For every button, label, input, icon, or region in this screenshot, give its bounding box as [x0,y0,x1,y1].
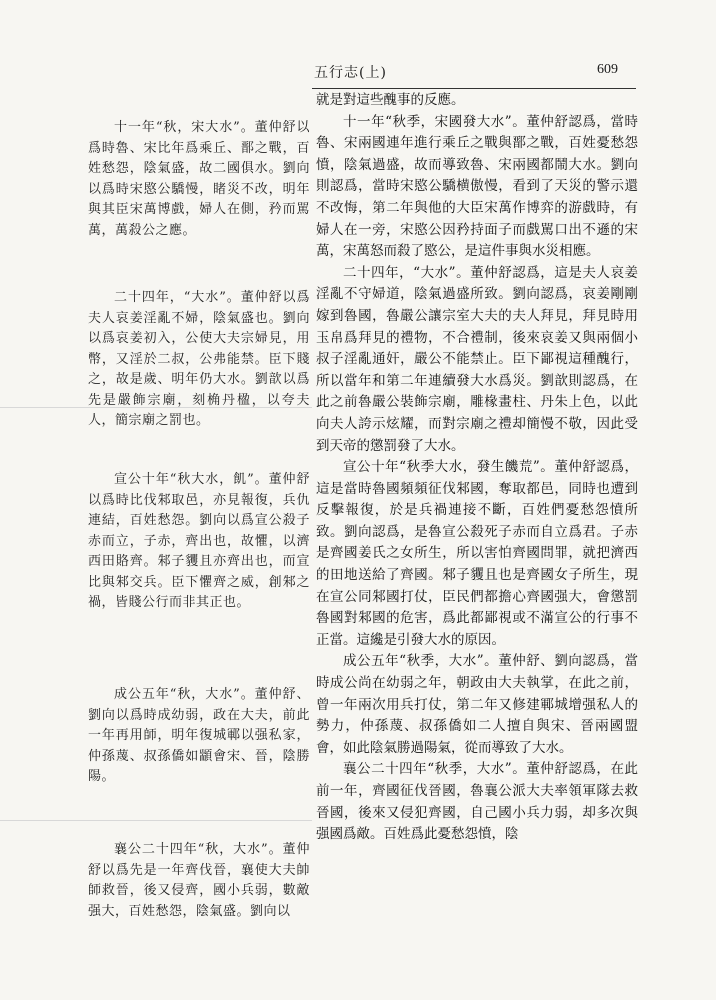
original-passage: 成公五年“秋，大水”。董仲舒、劉向以爲時成幼弱，政在大夫，前此一年再用師，明年復城鄆以强私家，仲孫蔑、叔孫僑如顓會宋、晉，陰勝陽。 [88,687,310,784]
translation-paragraph: 襄公二十四年“秋季，大水”。董仲舒認爲，在此前一年，齊國征伐晉國，魯襄公派大夫率領軍隊去救晉國，後來又侵犯齊國，自己國小兵力弱，却多次與强國爲敵。百姓爲此憂愁怨憤，陰 [316,761,638,843]
translation-paragraph: 宣公十年“秋季大水，發生饑荒”。董仲舒認爲，這是當時魯國頻頻征伐邾國，奪取都邑，同時也遭到反擊報復，於是兵禍連接不斷，百姓們憂愁怨憤所致。劉向認爲，是魯宣公殺死子赤而自立爲君。子赤是齊國姜氏之女所生，所以害怕齊國問罪，就把濟西的田地送給了齊國。邾子貜且也是齊國女子所生，現在宣公同邾國打仗，臣民們都擔心齊國强大，會懲罰魯國對邾國的危害，爲此都鄙視或不滿宣公的行事不正當。這纔是引發大水的原因。 [316,459,638,648]
original-passage: 十一年“秋，宋大水”。董仲舒以爲時魯、宋比年爲乘丘、鄑之戰，百姓愁怨，陰氣盛，故二國俱水。劉向以爲時宋愍公驕慢，睹災不改，明年與其臣宋萬博戲，婦人在側，矜而駡萬，萬殺公之應。 [88,120,310,238]
translation-paragraph: 二十四年，“大水”。董仲舒認爲，這是夫人哀姜淫亂不守婦道，陰氣過盛所致。劉向認爲，哀姜剛剛嫁到魯國，魯嚴公讓宗室大夫的夫人拜見，拜見時用玉帛爲拜見的禮物，不合禮制，後來哀姜又與兩個小叔子淫亂通奸，嚴公不能禁止。臣下鄙視這種醜行，所以當年和第二年連續發大水爲災。劉歆則認爲，在此之前魯嚴公裝飾宗廟，雕椽畫柱、丹朱上色，以此向夫人誇示炫耀，而對宗廟之禮却簡慢不敬，因此受到天帝的懲罰發了大水。 [316,264,638,454]
page-header [300,62,640,84]
original-passage: 宣公十年“秋大水，飢”。董仲舒以爲時比伐邾取邑，亦見報復，兵仇連結，百姓愁怨。劉向以爲宣公殺子赤而立，子赤，齊出也，故懼，以濟西田賂齊。邾子貜且亦齊出也，而宣比與邾交兵。臣下懼齊之威，創邾之禍，皆賤公行而非其正也。 [88,472,310,610]
running-title: 五行志(上) [314,65,387,81]
header-rule [312,88,636,89]
section-divider [0,407,312,408]
translation-column [316,90,638,846]
page-number: 609 [597,62,618,77]
translation-paragraph: 成公五年“秋季，大水”。董仲舒、劉向認爲，當時成公尚在幼弱之年，朝政由大夫執掌，在此之前，曾一年兩次用兵打仗，第二年又修建鄆城增强私人的勢力，仲孫蔑、叔孫僑如二人擅自與宋、晉兩國盟會，如此陰氣勝過陽氣，從而導致了大水。 [316,653,638,756]
translation-paragraph: 十一年“秋季，宋國發大水”。董仲舒認爲，當時魯、宋兩國連年進行乘丘之戰與鄑之戰，百姓憂愁怨憤，陰氣過盛，故而導致魯、宋兩國都鬧大水。劉向則認爲，當時宋愍公驕横傲慢，看到了天災的警示還不改悔，第二年與他的大臣宋萬作博弈的游戲時，有婦人在一旁，宋愍公因矜持面子而戲駡口出不遜的宋萬，宋萬怒而殺了愍公，是這件事與水災相應。 [316,113,638,260]
original-passage: 襄公二十四年“秋，大水”。董仲舒以爲先是一年齊伐晉，襄使大夫帥師救晉，後又侵齊，國小兵弱，數敵强大，百姓愁怨，陰氣盛。劉向以 [88,842,310,919]
translation-paragraph: 就是對這些醜事的反應。 [316,92,465,108]
section-divider [0,820,312,821]
original-text-column [88,88,310,988]
original-passage: 二十四年，“大水”。董仲舒以爲夫人哀姜淫亂不婦，陰氣盛也。劉向以爲哀姜初入，公使大夫宗婦見，用幣，又淫於二叔，公弗能禁。臣下賤之，故是歲、明年仍大水。劉歆以爲先是嚴飾宗廟，刻桷丹楹，以夸夫人，簡宗廟之罰也。 [88,290,310,428]
